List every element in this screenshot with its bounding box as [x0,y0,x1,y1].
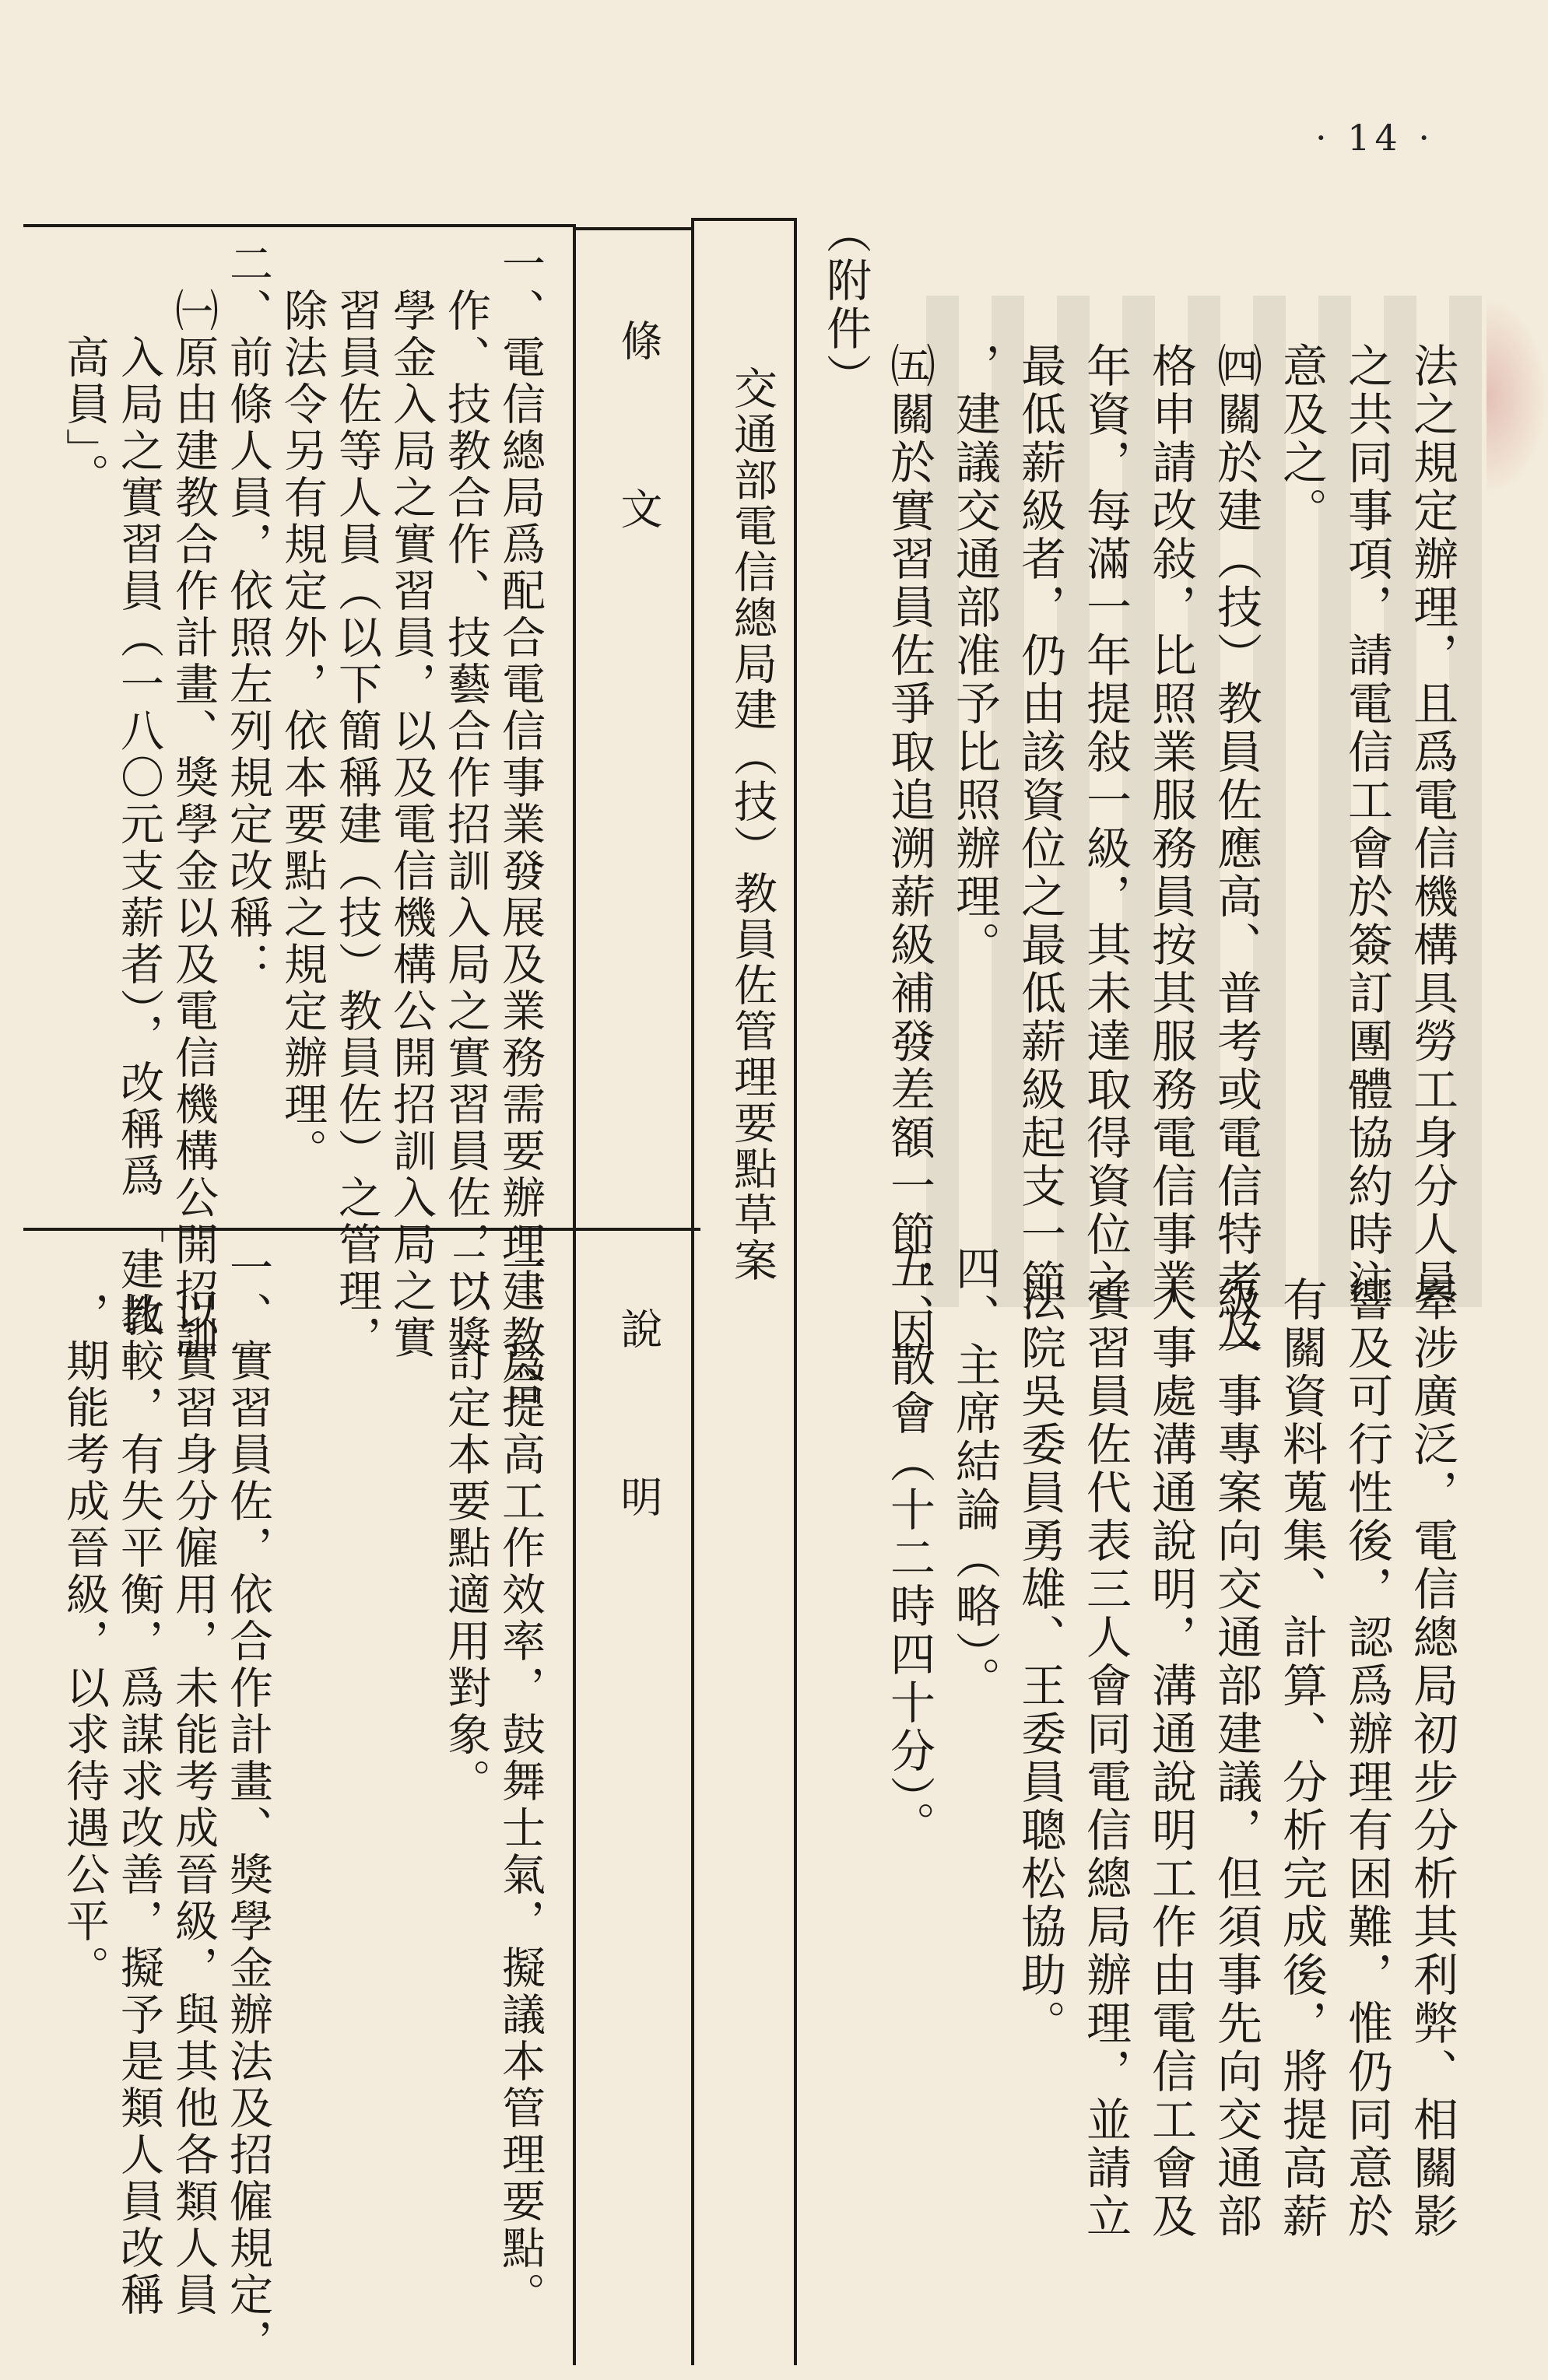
body-column: 人事處溝通說明，溝通說明工作由電信工會及 [1144,1276,1197,2241]
article-column: 二、前條人員，依照左列規定改稱： [223,241,273,988]
body-column: 實習員佐代表三人會同電信總局辦理，並請立 [1079,1276,1132,2241]
article-column: 高員」。 [59,241,110,499]
article-column: 作、技教合作、技藝合作招訓入局之實習員佐，以獎 [441,241,491,1362]
body-column: 法之規定辦理，且爲電信機構具勞工身分人員 [1406,342,1458,1307]
body-column: 之共同事項，請電信工會於簽訂團體協約時注 [1340,342,1393,1307]
header-divider [573,226,576,2365]
body-column: ㈤關於實習員佐爭取追溯薪級補發差額一節，因 [883,342,935,1355]
note-column: ，期能考成晉級，以求待遇公平。 [59,1245,110,1992]
header-articles: 條 文 [614,319,663,529]
article-column: 習員佐等人員（以下簡稱建（技）教員佐）之管理， [332,241,382,1362]
note-column: 二、訂定本要點適用對象。 [441,1245,491,1805]
table-title: 交通部電信總局建（技）教員佐管理要點草案 [727,366,778,1284]
table-border-top-header [576,227,693,230]
title-divider [691,218,694,2365]
body-column: 最低薪級者，仍由該資位之最低薪級起支一節 [1013,342,1066,1307]
table-border-top-body [23,224,576,227]
article-column: 除法令另有規定外，依本要點之規定辦理。 [277,241,328,1175]
body-column: 級一事專案向交通部建議，但須事先向交通部 [1209,1276,1262,2241]
meeting-item: 五、散會（十二時四十分）。 [883,1245,935,1849]
note-column: 一、爲提高工作效率，鼓舞士氣，擬議本管理要點。 [495,1245,546,2319]
body-column: 響及可行性後，認爲辦理有困難，惟仍同意於 [1340,1276,1393,2241]
article-column: 一、電信總局爲配合電信事業發展及業務需要辦理建教合 [495,241,546,1408]
paper-stain [1487,296,1548,498]
attachment-label: （附件） [819,209,872,401]
article-column: ㈠原由建教合作計畫、獎學金以及電信機構公開招訓 [168,241,219,1362]
body-column: 年資，每滿一年提敍一級，其未達取得資位之 [1079,342,1132,1307]
body-column: 法院吳委員勇雄、王委員聰松協助。 [1013,1276,1066,2048]
body-column: 格申請改敍，比照業服務員按其服務電信事業 [1144,342,1197,1307]
article-column: 學金入局之實習員，以及電信機構公開招訓入局之實 [386,241,437,1362]
body-column: ，建議交通部准予比照辦理。 [948,342,1001,969]
note-column: 比較，有失平衡，爲謀求改善，擬予是類人員改稱 [114,1245,164,2319]
note-column: 以實習身分僱用，未能考成晉級，與其他各類人員 [168,1245,219,2319]
body-column: 意及之。 [1275,342,1328,535]
table-border-top-title [693,218,797,221]
page-number: · 14 · [1315,117,1435,159]
show-through-text [926,296,1487,1307]
body-column: 牽涉廣泛，電信總局初步分析其利弊、相關影 [1406,1276,1458,2241]
body-column: 有關資料蒐集、計算、分析完成後，將提高薪 [1275,1276,1328,2241]
body-column: ㈣關於建（技）教員佐應高、普考或電信特考及 [1209,342,1262,1355]
table-border-right [794,218,797,2365]
article-column: 入局之實習員（一八〇元支薪者），改稱爲「建教 [114,241,164,1340]
note-column: 一、實習員佐，依合作計畫、獎學金辦法及招僱規定， [223,1245,273,2365]
header-notes: 說 明 [614,1307,663,1517]
meeting-item: 四、主席結論（略）。 [948,1245,1001,1705]
